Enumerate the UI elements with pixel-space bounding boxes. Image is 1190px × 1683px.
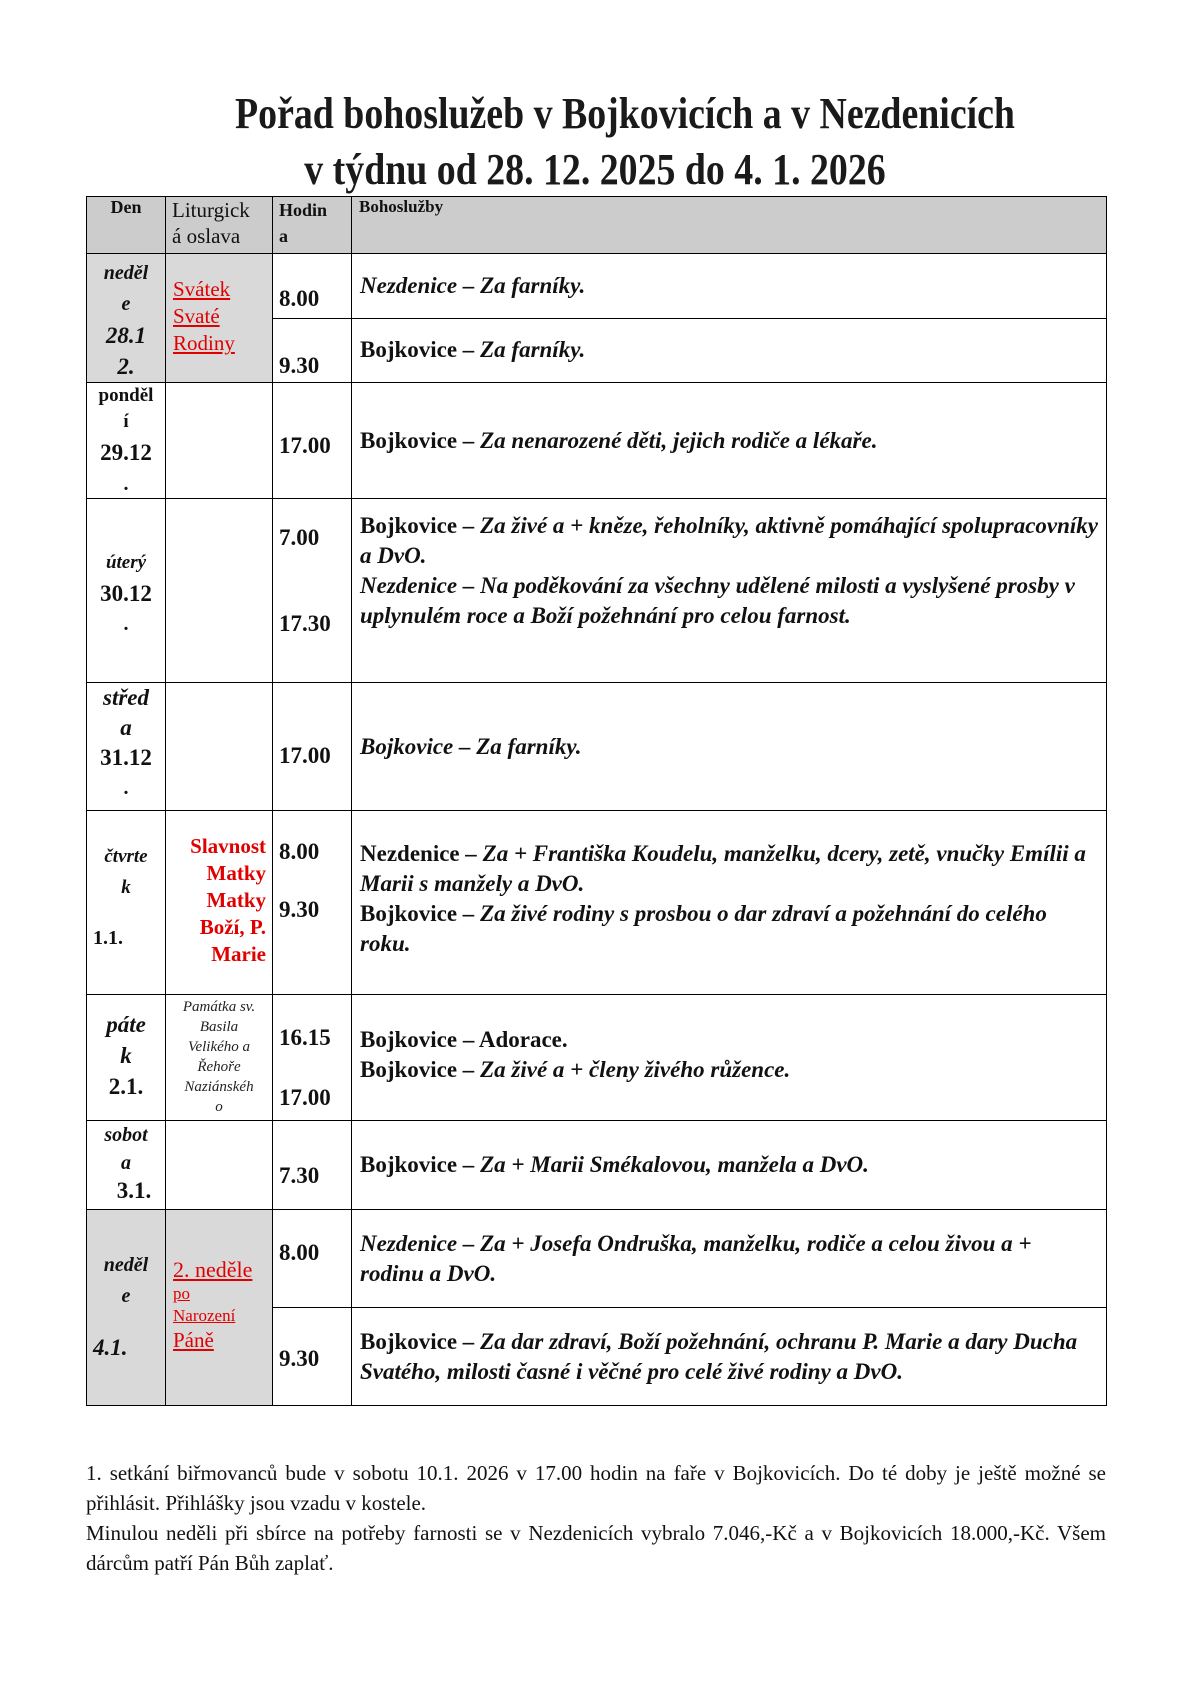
service-place: Nezdenice (360, 573, 458, 598)
liturgy-text: Marie (211, 942, 266, 966)
header-text: á oslava (172, 224, 241, 248)
liturgy-link[interactable]: po (173, 1284, 190, 1303)
day-cell (87, 383, 166, 499)
day-cell (87, 811, 166, 995)
service-intention: – Na poděkování za všechny udělené milosti a vyslyšené prosby v uplynulém roce a Boží požehnání pro celou farnost. (360, 573, 1075, 628)
service-intention: – Za farníky. (457, 272, 586, 298)
day-text: k (121, 877, 131, 898)
day-text: úterý (105, 552, 147, 573)
day-text: k (120, 1043, 132, 1068)
service-intention: – Za živé a + členy živého růžence. (457, 1057, 791, 1082)
service-cell (352, 1308, 1107, 1406)
header-text: Hodin (279, 200, 328, 220)
time-cell (273, 811, 352, 995)
time-text: 7.30 (279, 1163, 320, 1188)
service-intention: – Za nenarozené děti, jejich rodiče a lékaře. (457, 427, 878, 453)
day-text: . (123, 473, 129, 495)
day-text: í (123, 411, 129, 432)
service-cell (352, 683, 1107, 811)
time-text: 17.00 (279, 433, 331, 458)
liturgy-cell (166, 683, 273, 811)
service-intention: – Za + Josefa Ondruška, manželku, rodiče a celou živou a + rodinu a DvO. (360, 1230, 1032, 1286)
time-text: 8.00 (279, 286, 320, 311)
day-text: neděl (103, 1254, 149, 1276)
header-den: Den (87, 197, 166, 254)
table-header-row (87, 197, 1107, 254)
service-place: Bojkovice (360, 733, 454, 759)
service-cell (352, 383, 1107, 499)
service-intention: – Za farníky. (453, 733, 582, 759)
service-cell (352, 1121, 1107, 1210)
table-row (87, 1121, 1107, 1210)
day-text: e (121, 1285, 131, 1307)
day-text: 2.1. (108, 1074, 144, 1099)
liturgy-text: Slavnost (190, 834, 266, 858)
announcement-confirmation: 1. setkání biřmovanců bude v sobotu 10.1. 2026 v 17.00 hodin na faře v Bojkovicích. Do té doby je ještě možné se přihlásit. Přihlášky jsou vzadu v kostele. (86, 1461, 1106, 1515)
header-hodina (273, 197, 352, 254)
liturgy-text: Matky (206, 861, 266, 885)
table-row (87, 499, 1107, 683)
liturgy-link[interactable]: Svátek (173, 277, 231, 301)
liturgy-text: Basila (199, 1019, 239, 1035)
header-text: a (279, 226, 288, 246)
day-cell (87, 995, 166, 1121)
liturgy-text: Řehoře (197, 1059, 241, 1075)
liturgy-link[interactable]: Páně (173, 1328, 214, 1352)
liturgy-cell (166, 995, 273, 1121)
time-cell (273, 318, 352, 383)
day-text: 3.1. (116, 1178, 152, 1203)
day-text: páte (106, 1012, 146, 1037)
day-text: 2. (117, 354, 135, 379)
table-row (87, 254, 1107, 319)
liturgy-text: o (215, 1099, 223, 1115)
liturgy-text: Památka sv. (182, 999, 256, 1015)
service-place: Nezdenice (360, 272, 458, 298)
time-cell (273, 499, 352, 683)
day-text: a (121, 1152, 131, 1174)
service-intention: – Za živé rodiny s prosbou o dar zdraví a požehnání do celého roku. (360, 901, 1047, 956)
time-text: 17.00 (279, 743, 331, 768)
header-text: Liturgick (172, 198, 250, 222)
service-cell (352, 811, 1107, 995)
liturgy-cell (166, 499, 273, 683)
service-cell (352, 318, 1107, 383)
service-place: Bojkovice (360, 901, 458, 926)
service-intention: – Za + Františka Koudelu, manželku, dcery, zetě, vnučky Emílii a Marii s manžely a DvO. (360, 841, 1086, 896)
page-subtitle: v týdnu od 28. 12. 2025 do 4. 1. 2026 (304, 145, 886, 194)
service-cell (352, 254, 1107, 319)
day-text: 30.12 (100, 581, 152, 606)
time-text: 9.30 (279, 1346, 320, 1371)
service-place: Nezdenice (360, 1230, 458, 1256)
service-place: Bojkovice (360, 513, 458, 538)
time-text: 16.15 (279, 1025, 331, 1050)
time-text: 17.30 (279, 611, 331, 636)
header-liturgicka-oslava (166, 197, 273, 254)
liturgy-link[interactable]: Rodiny (173, 331, 235, 355)
service-place: Nezdenice (360, 841, 460, 866)
liturgy-cell (166, 811, 273, 995)
time-text: 8.00 (279, 839, 320, 864)
time-cell (273, 1210, 352, 1308)
day-text: 28.1 (105, 323, 147, 348)
time-cell (273, 254, 352, 319)
day-text: a (120, 715, 132, 740)
liturgy-text: Boží, P. (199, 915, 266, 939)
service-place: Bojkovice (360, 337, 458, 363)
liturgy-text: Matky (206, 888, 266, 912)
day-text: 1.1. (93, 927, 123, 949)
service-intention: – Za + Marii Smékalovou, manžela a DvO. (457, 1152, 869, 1177)
day-cell (87, 1210, 166, 1406)
day-text: neděl (103, 262, 149, 284)
day-text: střed (103, 685, 149, 710)
time-text: 9.30 (279, 352, 320, 378)
time-text: 17.00 (279, 1085, 331, 1110)
service-intention: – Za dar zdraví, Boží požehnání, ochranu P. Marie a dary Ducha Svatého, milosti časné i věčné pro celé živé rodiny a DvO. (360, 1328, 1078, 1384)
liturgy-cell (166, 383, 273, 499)
day-cell (87, 254, 166, 383)
day-cell (87, 683, 166, 811)
header-bohosluzby: Bohoslužby (352, 197, 1107, 254)
liturgy-link[interactable]: Narození (173, 1306, 236, 1325)
time-cell (273, 995, 352, 1121)
service-intention: – Za živé a + kněze, řeholníky, aktivně pomáhající spolupracovníky a DvO. (360, 513, 1098, 568)
day-text: 31.12 (100, 745, 152, 770)
day-text: čtvrte (104, 846, 148, 867)
liturgy-link[interactable]: Svaté (173, 304, 220, 328)
service-cell (352, 995, 1107, 1121)
time-cell (273, 683, 352, 811)
day-text: e (121, 293, 131, 315)
day-text: 4.1. (93, 1335, 128, 1360)
day-cell (87, 1121, 166, 1210)
liturgy-link[interactable]: 2. neděle (173, 1257, 253, 1282)
table-row (87, 811, 1107, 995)
service-intention: – Adorace. (457, 1027, 568, 1052)
time-cell (273, 1121, 352, 1210)
schedule-table (86, 196, 1107, 1406)
time-text: 9.30 (279, 897, 320, 922)
liturgy-text: Velikého a (187, 1039, 251, 1055)
liturgy-cell[interactable] (166, 254, 273, 383)
service-intention: – Za farníky. (457, 337, 586, 363)
table-row (87, 995, 1107, 1121)
time-cell (273, 383, 352, 499)
day-text: sobot (104, 1124, 148, 1146)
time-text: 8.00 (279, 1240, 320, 1265)
service-place: Bojkovice (360, 1027, 458, 1052)
service-cell (352, 1210, 1107, 1308)
table-row (87, 1210, 1107, 1308)
day-text: . (123, 613, 129, 635)
announcements (86, 1458, 1106, 1578)
service-place: Bojkovice (360, 1328, 458, 1354)
service-place: Bojkovice (360, 1152, 458, 1177)
day-cell (87, 499, 166, 683)
page-title: Pořad bohoslužeb v Bojkovicích a v Nezdenicích (235, 89, 1015, 138)
announcement-collection: Minulou neděli při sbírce na potřeby farnosti se v Nezdenicích vybralo 7.046,-Kč a v Bojkovicích 18.000,-Kč. Všem dárcům patří Pán Bůh zaplať. (86, 1521, 1106, 1575)
service-place: Bojkovice (360, 1057, 458, 1082)
service-cell (352, 499, 1107, 683)
day-text: . (123, 777, 129, 799)
day-text: ponděl (98, 385, 154, 406)
time-text: 7.00 (279, 525, 320, 550)
liturgy-cell (166, 1121, 273, 1210)
time-cell (273, 1308, 352, 1406)
liturgy-cell[interactable] (166, 1210, 273, 1406)
liturgy-text: Naziánskéh (184, 1079, 254, 1095)
day-text: 29.12 (100, 440, 152, 465)
service-place: Bojkovice (360, 427, 458, 453)
table-row (87, 383, 1107, 499)
table-row (87, 683, 1107, 811)
